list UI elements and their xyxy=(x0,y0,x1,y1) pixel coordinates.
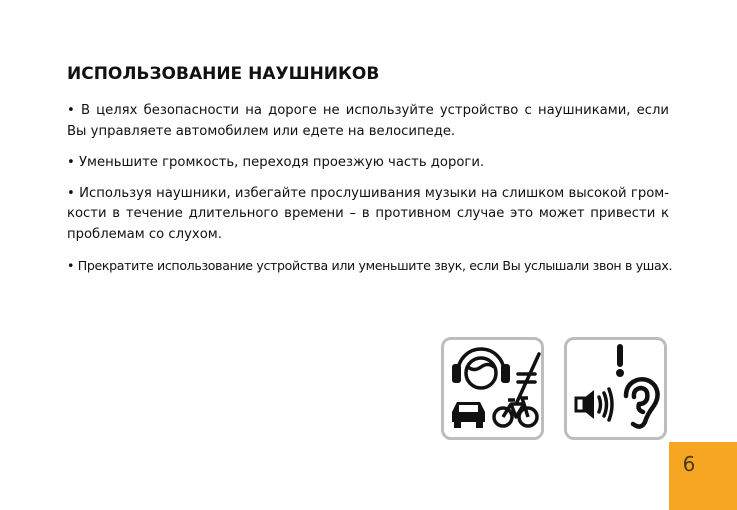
page-tab xyxy=(669,442,737,510)
paragraph-volume: • Используя наушники, избегайте прослушивания музыки на слишком высокой гром-кости в течение длительного времени – в противном случае это может привести к проблемам со слухом. xyxy=(67,185,669,242)
hearing-warning-box xyxy=(564,337,667,440)
page-title: ИСПОЛЬЗОВАНИЕ НАУШНИКОВ xyxy=(67,64,380,84)
page-number: 6 xyxy=(682,452,696,476)
content xyxy=(67,101,673,287)
headphones-not-while-driving-icon xyxy=(444,340,541,437)
paragraph-ringing: • Прекратите использование устройства или уменьшите звук, если Вы услышали звон в ушах. xyxy=(67,257,673,273)
paragraph-driving: • В целях безопасности на дороге не используйте устройство с наушниками, если Вы управляете автомобилем или едете на велосипеде. xyxy=(67,103,669,139)
loud-sound-ear-warning-icon xyxy=(567,340,664,437)
paragraph-crossing: • Уменьшите громкость, переходя проезжую часть дороги. xyxy=(67,154,485,170)
headphones-warning-box xyxy=(441,337,544,440)
